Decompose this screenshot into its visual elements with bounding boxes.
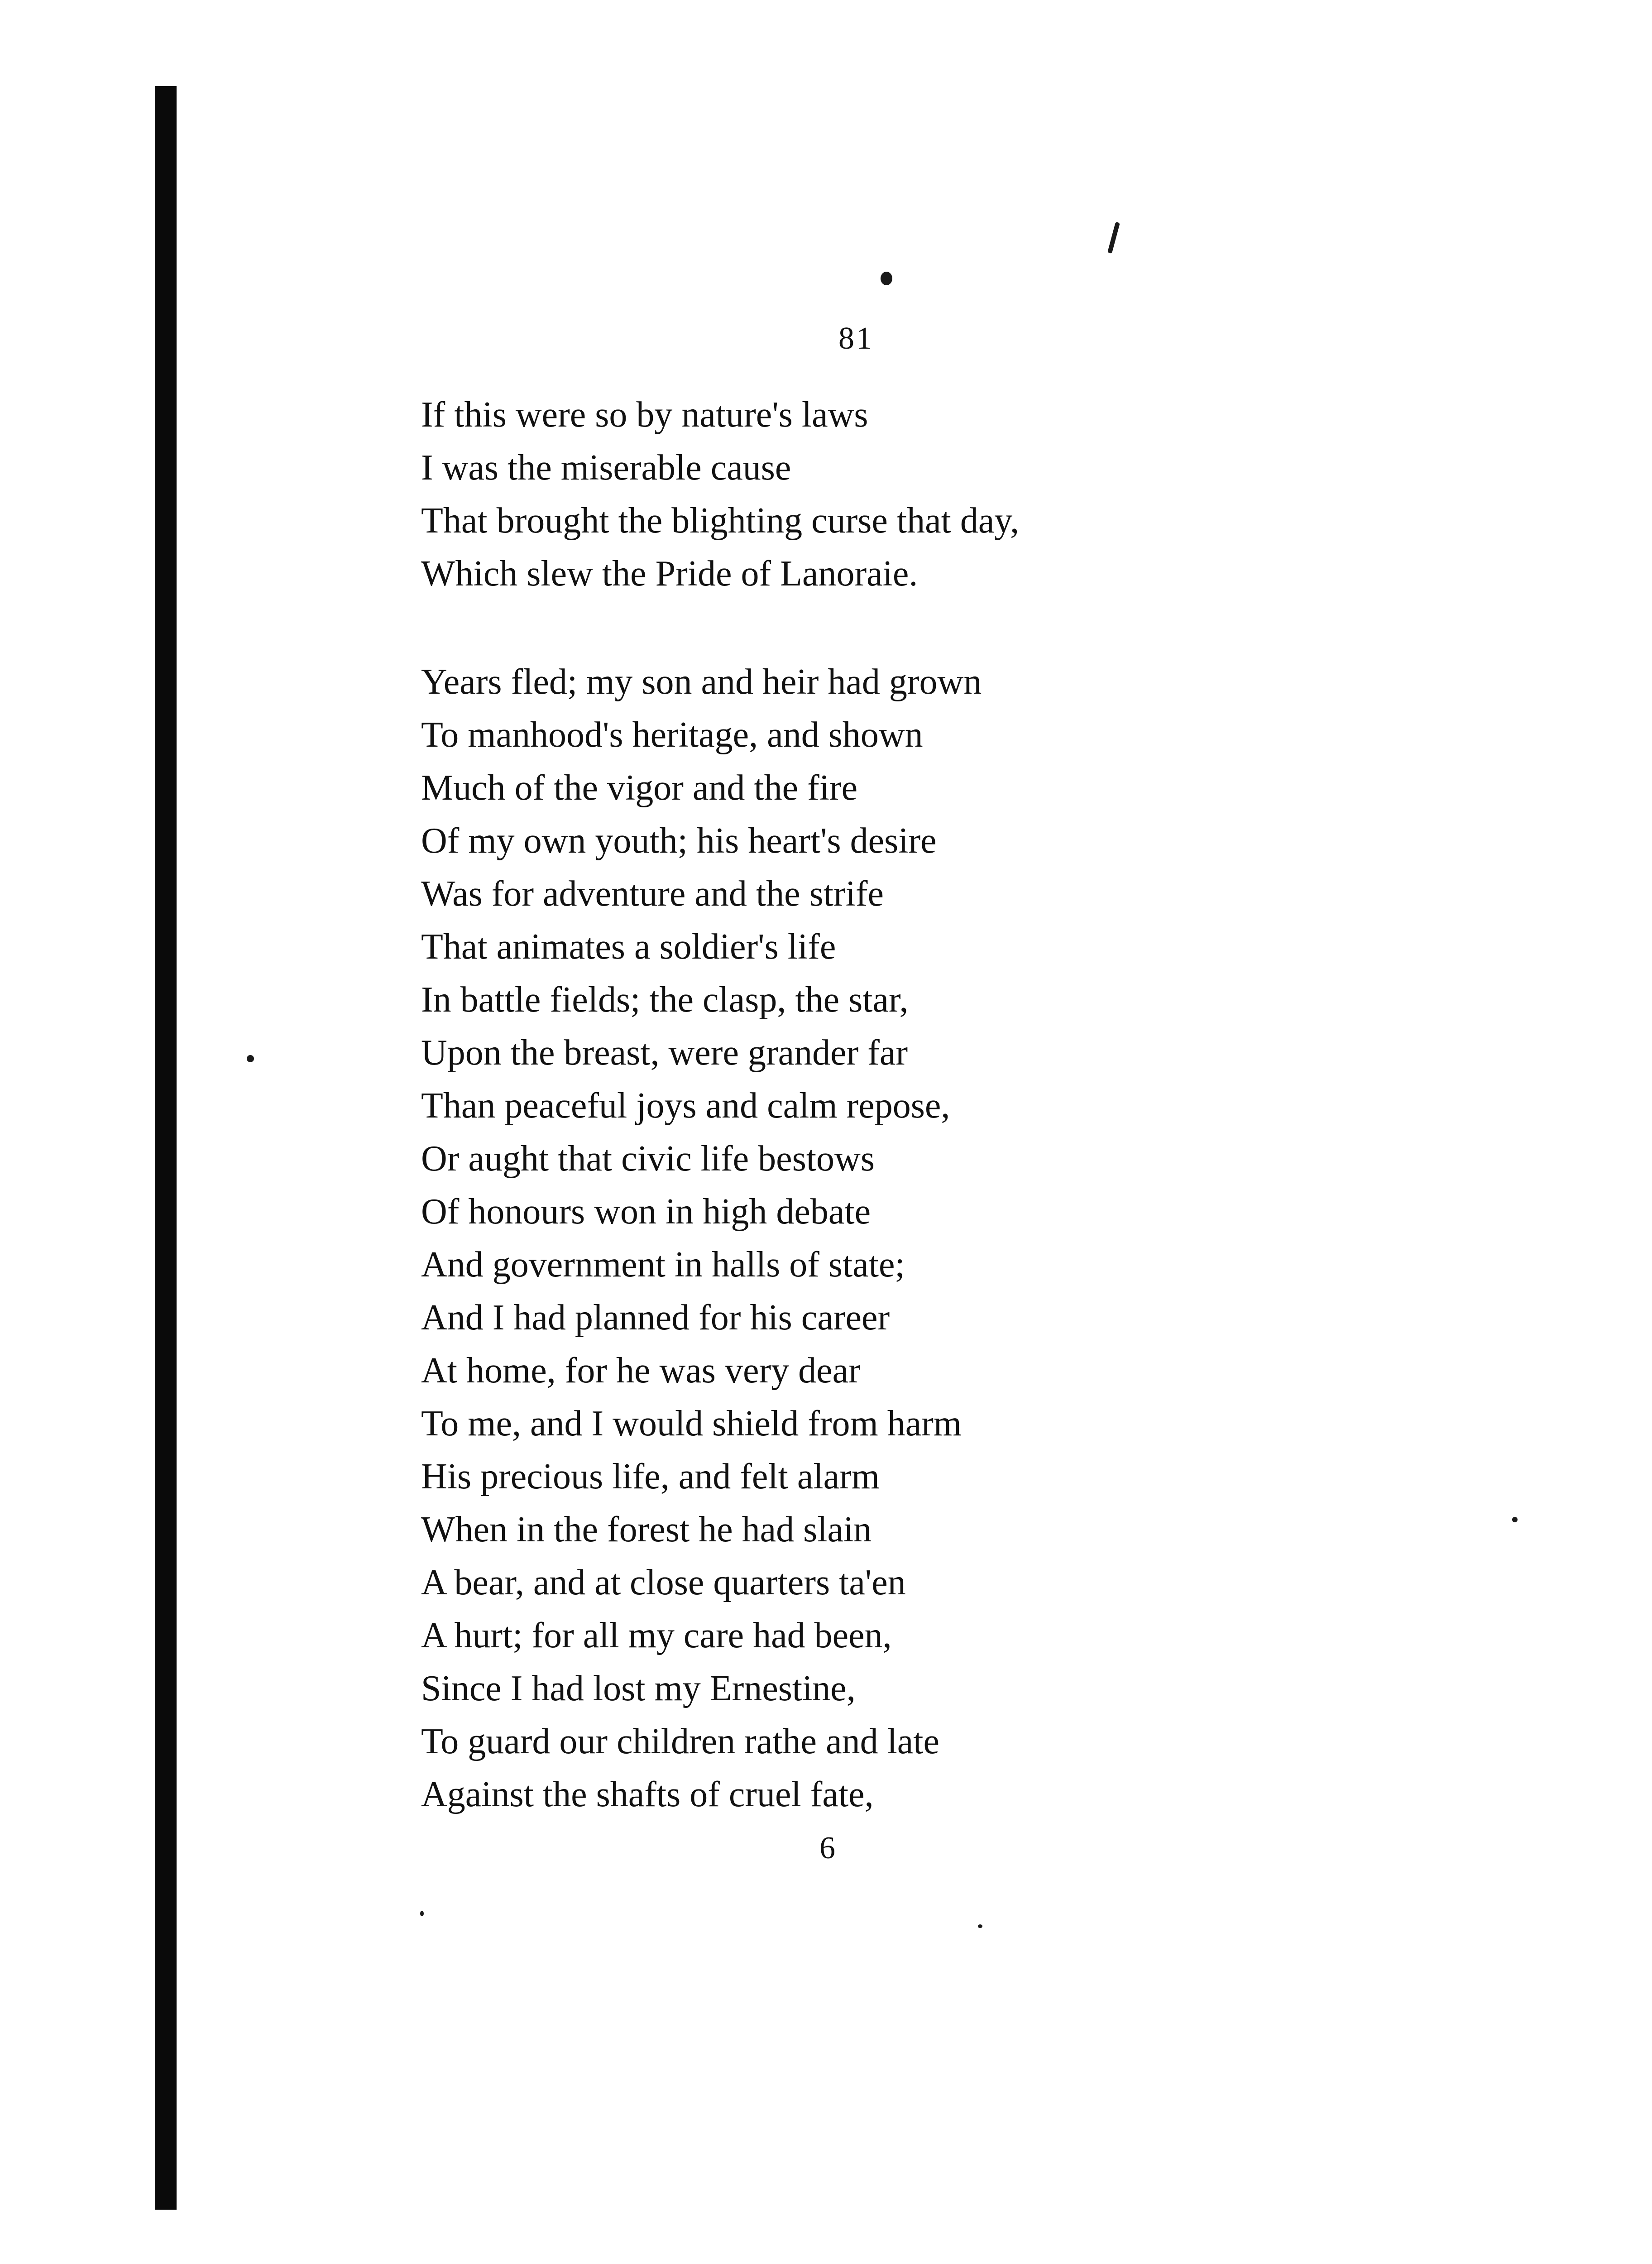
verse-line: That brought the blighting curse that day, bbox=[421, 501, 1020, 541]
verse-line: To manhood's heritage, and shown bbox=[421, 715, 923, 755]
verse-line: I was the miserable cause bbox=[421, 448, 791, 488]
verse-line: Since I had lost my Ernestine, bbox=[421, 1669, 856, 1708]
ink-speck bbox=[881, 272, 892, 285]
verse-line: A bear, and at close quarters ta'en bbox=[421, 1563, 906, 1602]
verse-line: Of honours won in high debate bbox=[421, 1192, 871, 1232]
verse-line: To me, and I would shield from harm bbox=[421, 1404, 962, 1444]
verse-line: And government in halls of state; bbox=[421, 1245, 905, 1285]
ink-speck bbox=[978, 1924, 982, 1928]
binding-edge bbox=[155, 86, 177, 2210]
verse-line: A hurt; for all my care had been, bbox=[421, 1616, 892, 1655]
verse-line: That animates a soldier's life bbox=[421, 927, 836, 967]
verse-line: To guard our children rathe and late bbox=[421, 1722, 940, 1761]
verse-line: His precious life, and felt alarm bbox=[421, 1457, 880, 1497]
page-number-top: 81 bbox=[838, 321, 874, 356]
verse-line: Which slew the Pride of Lanoraie. bbox=[421, 554, 918, 594]
verse-line: Than peaceful joys and calm repose, bbox=[421, 1086, 950, 1126]
verse-line: Was for adventure and the strife bbox=[421, 874, 884, 914]
verse-line: Or aught that civic life bestows bbox=[421, 1139, 875, 1179]
ink-speck bbox=[420, 1911, 424, 1916]
verse-line: When in the forest he had slain bbox=[421, 1510, 872, 1549]
poem-stanza-2 bbox=[421, 656, 1326, 1821]
verse-line: Years fled; my son and heir had grown bbox=[421, 662, 982, 702]
ink-speck bbox=[1107, 222, 1120, 254]
verse-line: In battle fields; the clasp, the star, bbox=[421, 980, 909, 1020]
verse-line: Upon the breast, were grander far bbox=[421, 1033, 908, 1073]
ink-speck bbox=[247, 1055, 254, 1062]
poem-stanza-1 bbox=[421, 389, 1326, 600]
verse-line: At home, for he was very dear bbox=[421, 1351, 861, 1391]
page-number-bottom: 6 bbox=[819, 1831, 837, 1866]
verse-line: And I had planned for his career bbox=[421, 1298, 890, 1338]
verse-line: Much of the vigor and the fire bbox=[421, 768, 858, 808]
verse-line: Against the shafts of cruel fate, bbox=[421, 1775, 874, 1814]
ink-speck bbox=[1512, 1517, 1518, 1522]
verse-line: If this were so by nature's laws bbox=[421, 395, 868, 435]
verse-line: Of my own youth; his heart's desire bbox=[421, 821, 937, 861]
